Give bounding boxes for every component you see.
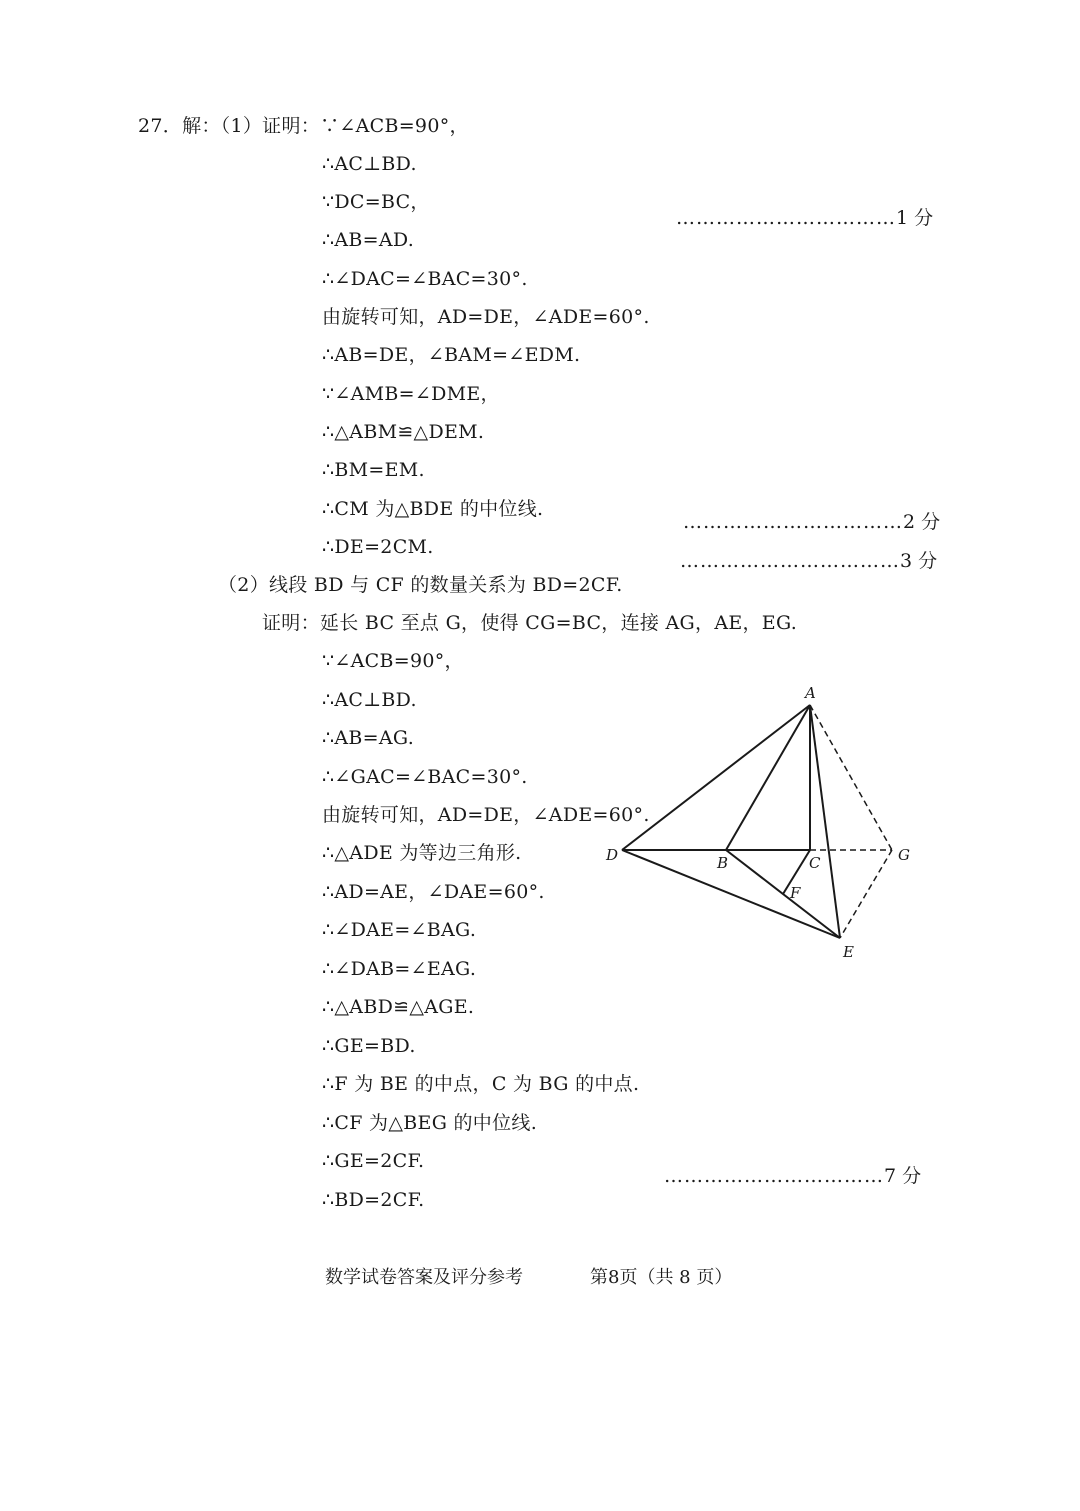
score-leader-dots: …………………………… xyxy=(664,1165,884,1187)
point-label-C: C xyxy=(809,854,821,872)
score-value: 3 分 xyxy=(900,550,938,572)
geometry-figure xyxy=(590,680,930,970)
part2-line: ∴BD=2CF. xyxy=(322,1189,425,1211)
part1-line: ∴△ABM≌△DEM. xyxy=(322,421,485,443)
part1-line: ∴∠DAC=∠BAC=30°. xyxy=(322,268,528,290)
score-value: 1 分 xyxy=(896,207,934,229)
score-leader-dots: …………………………… xyxy=(676,207,896,229)
footer-page-number: 第8页（共 8 页） xyxy=(590,1267,733,1288)
score-value: 2 分 xyxy=(903,511,941,533)
part1-line: ∴DE=2CM. xyxy=(322,536,434,558)
score-4 xyxy=(664,1164,921,1188)
part1-line: ∴AB=AD. xyxy=(322,229,415,251)
part1-line: ∴AC⊥BD. xyxy=(322,153,417,175)
score-1 xyxy=(676,206,933,230)
segment-DE xyxy=(622,850,840,938)
part2-line: ∴F 为 BE 的中点，C 为 BG 的中点. xyxy=(322,1073,640,1095)
score-2 xyxy=(683,510,940,534)
segment-AB xyxy=(726,705,810,850)
part1-line: ∵DC=BC， xyxy=(322,191,430,213)
part2-line: ∴CF 为△BEG 的中位线. xyxy=(322,1112,538,1134)
part2-line: ∴△ADE 为等边三角形. xyxy=(322,842,522,864)
part2-line: ∴GE=BD. xyxy=(322,1035,416,1057)
point-label-E: E xyxy=(843,943,854,961)
part1-line: 由旋转可知，AD=DE，∠ADE=60°. xyxy=(322,306,650,328)
segment-EG xyxy=(840,850,892,938)
score-leader-dots: …………………………… xyxy=(680,550,900,572)
part2-line: ∵∠ACB=90°， xyxy=(322,650,464,672)
segment-AE xyxy=(810,705,840,938)
point-label-A: A xyxy=(805,684,816,702)
point-label-B: B xyxy=(717,854,729,872)
problem-header: 27．解：（1）证明：∵∠ACB=90°， xyxy=(138,115,469,137)
part1-line: ∵∠AMB=∠DME， xyxy=(322,383,500,405)
part2-line: 由旋转可知，AD=DE，∠ADE=60°. xyxy=(322,804,650,826)
part2-conclusion: （2）线段 BD 与 CF 的数量关系为 BD=2CF. xyxy=(218,574,623,596)
part2-line: ∴∠DAE=∠BAG. xyxy=(322,919,477,941)
score-leader-dots: …………………………… xyxy=(683,511,903,533)
part2-line: ∴AC⊥BD. xyxy=(322,689,417,711)
point-label-G: G xyxy=(898,846,910,864)
footer-title: 数学试卷答案及评分参考 xyxy=(325,1267,523,1288)
part1-line: ∴BM=EM. xyxy=(322,459,425,481)
part2-line: ∴∠DAB=∠EAG. xyxy=(322,958,477,980)
part2-line: ∴GE=2CF. xyxy=(322,1150,425,1172)
point-label-F: F xyxy=(790,884,801,902)
part1-line: ∴CM 为△BDE 的中位线. xyxy=(322,498,544,520)
part2-proof-intro: 证明：延长 BC 至点 G，使得 CG=BC，连接 AG，AE，EG. xyxy=(262,612,798,634)
segment-AG xyxy=(810,705,892,850)
part2-line: ∴∠GAC=∠BAC=30°. xyxy=(322,766,528,788)
score-3 xyxy=(680,549,937,573)
part1-line: ∴AB=DE，∠BAM=∠EDM. xyxy=(322,344,581,366)
segment-AD xyxy=(622,705,810,850)
point-label-D: D xyxy=(606,846,619,864)
score-value: 7 分 xyxy=(884,1165,922,1187)
part2-line: ∴△ABD≌△AGE. xyxy=(322,996,475,1018)
part2-line: ∴AD=AE，∠DAE=60°. xyxy=(322,881,545,903)
part2-line: ∴AB=AG. xyxy=(322,727,415,749)
